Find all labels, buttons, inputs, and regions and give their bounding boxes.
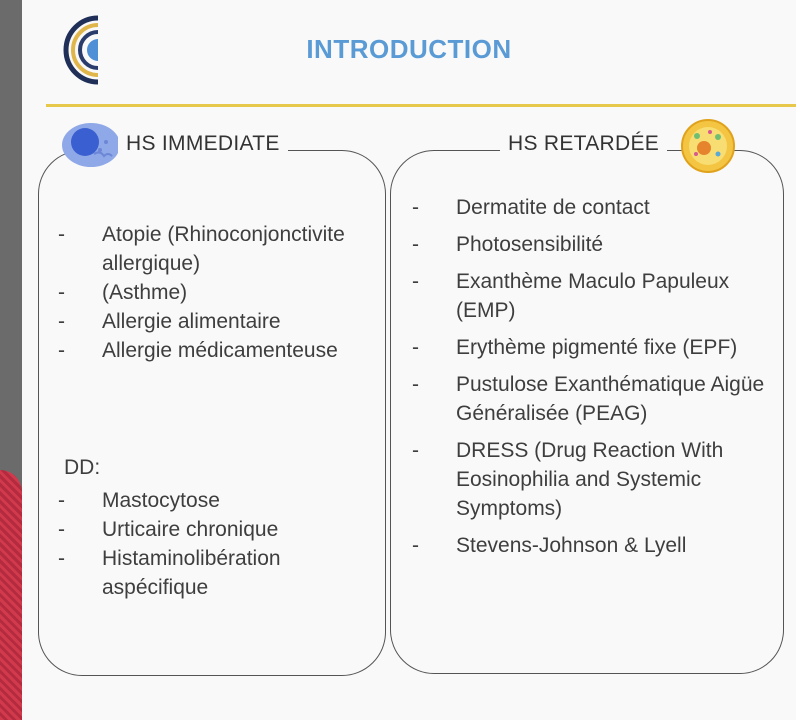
list-item: - Allergie alimentaire bbox=[58, 310, 281, 333]
background-strip bbox=[0, 0, 22, 720]
hs-immediate-list bbox=[50, 220, 368, 365]
slide bbox=[22, 0, 796, 720]
hs-retardee-heading: HS RETARDÉE bbox=[500, 132, 667, 156]
cell-icon bbox=[680, 118, 736, 174]
list-item: - Dermatite de contact bbox=[412, 196, 650, 219]
list-item: - Urticaire chronique bbox=[58, 518, 279, 541]
page-title: INTRODUCTION bbox=[306, 34, 512, 64]
hs-immediate-heading: HS IMMEDIATE bbox=[118, 132, 288, 156]
title-divider bbox=[46, 104, 796, 107]
list-item: - Histaminolibération aspécifique bbox=[58, 547, 281, 599]
differential-diagnosis-label: DD: bbox=[64, 456, 101, 479]
hs-retardee-list bbox=[404, 193, 780, 568]
list-item: - Stevens-Johnson & Lyell bbox=[412, 534, 687, 557]
presenter-sweater bbox=[0, 470, 22, 720]
list-item: - DRESS (Drug Reaction With Eosinophilia and Systemic Symptoms) bbox=[412, 439, 724, 520]
list-item: - Mastocytose bbox=[58, 489, 220, 512]
differential-diagnosis-list bbox=[50, 486, 368, 602]
list-item: - Exanthème Maculo Papuleux (EMP) bbox=[412, 270, 730, 322]
list-item: - Allergie médicamenteuse bbox=[58, 339, 338, 362]
list-item: - Erythème pigmenté fixe (EPF) bbox=[412, 336, 738, 359]
list-item: - Atopie (Rhinoconjonctivite allergique) bbox=[58, 223, 345, 275]
mast-cell-icon bbox=[60, 120, 122, 170]
list-item: - Pustulose Exanthématique Aigüe Généralisée (PEAG) bbox=[412, 373, 765, 425]
list-item: - (Asthme) bbox=[58, 281, 188, 304]
list-item: - Photosensibilité bbox=[412, 233, 604, 256]
